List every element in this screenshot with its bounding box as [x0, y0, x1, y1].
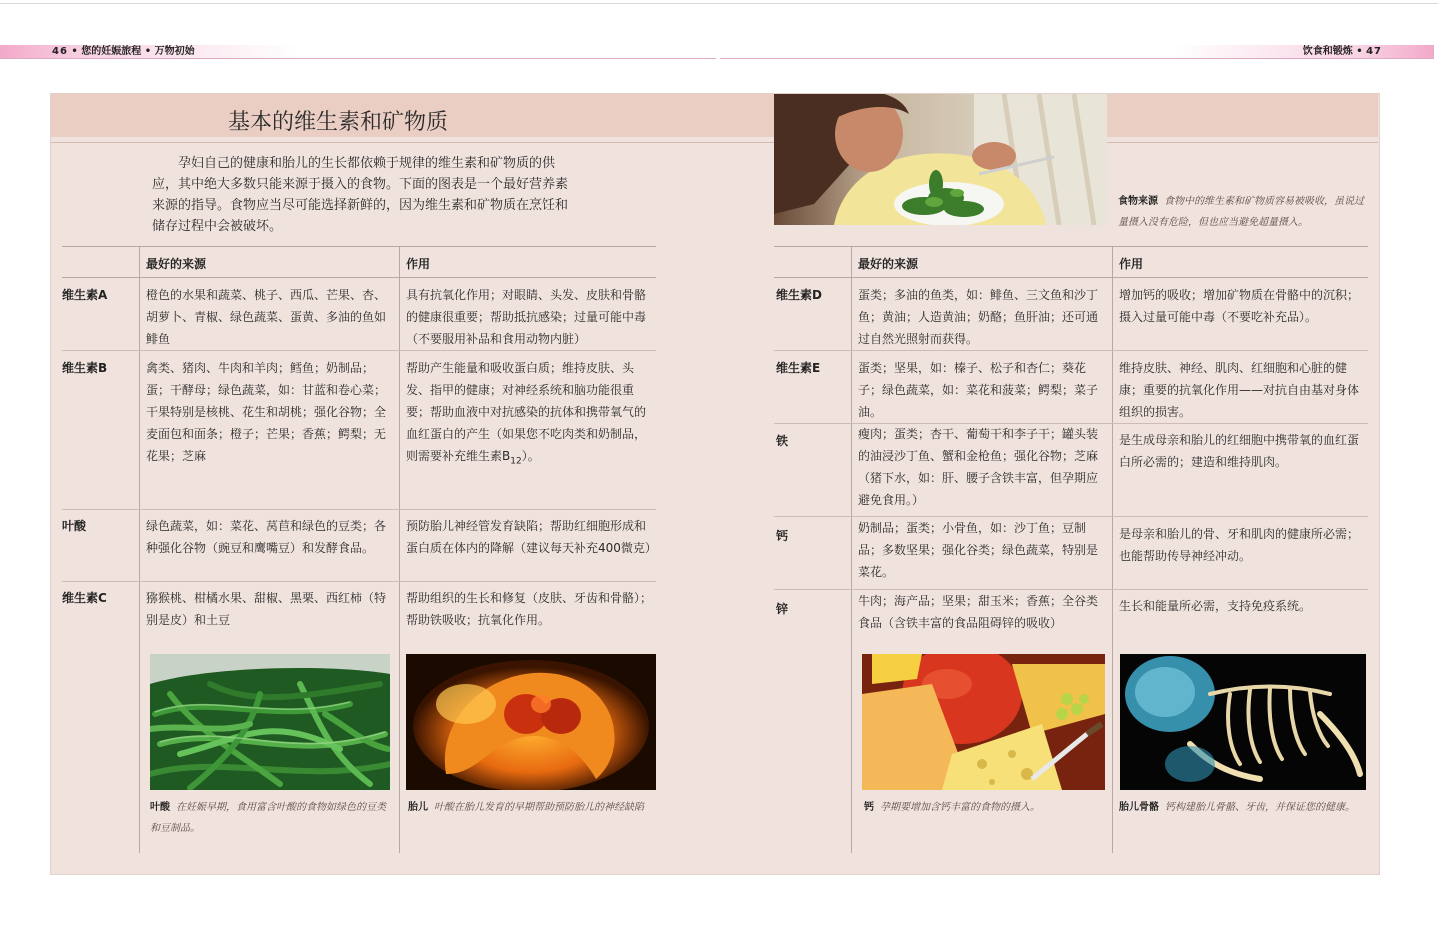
left-chapter: 万物初始 [154, 46, 195, 57]
intro-paragraph: 孕妇自己的健康和胎儿的生长都依赖于规律的维生素和矿物质的供应，其中绝大多数只能来源于摄入的食物。下面的图表是一个最好营养素来源的指导。食物应当尽可能选择新鲜的，因为维生素和矿物质在烹饪和储存过程中会被破坏。 [152, 156, 569, 234]
right-page-number: 47 [1366, 46, 1382, 57]
right-header-bottom-rule [774, 277, 1368, 278]
row-label-folic-acid: 叶酸 [62, 519, 87, 533]
left-table-top-rule [62, 246, 656, 247]
folic-acid-caption-label: 叶酸 [150, 802, 170, 813]
top-rule [0, 3, 1438, 4]
left-row-rule [62, 581, 656, 582]
right-header-source: 最好的来源 [858, 257, 919, 271]
right-table-top-rule [774, 246, 1368, 247]
iron-effect: 是生成母亲和胎儿的红细胞中携带氧的血红蛋白所必需的；建造和维持肌肉。 [1119, 433, 1360, 469]
vitamin-b-source: 禽类、猪肉、牛肉和羊肉；鳕鱼；奶制品；蛋；干酵母；绿色蔬菜，如：甘蓝和卷心菜；干果特别是核桃、花生和胡桃；强化谷物；全麦面包和面条；橙子；芒果；香蕉；鳄梨；无花果；芝麻 [146, 361, 387, 463]
right-running-head: 饮食和锻炼 • 47 [1302, 46, 1382, 57]
row-label-vitamin-a: 维生素A [62, 288, 108, 302]
calcium-caption [864, 797, 1104, 818]
left-header-effect: 作用 [406, 257, 431, 271]
vitamin-b-effect [406, 357, 652, 472]
food-source-caption-label: 食物来源 [1118, 196, 1158, 207]
folic-acid-source: 绿色蔬菜，如：菜花、莴苣和绿色的豆类；各种强化谷物（豌豆和鹰嘴豆）和发酵食品。 [146, 519, 387, 555]
row-label-vitamin-c: 维生素C [62, 591, 107, 605]
row-label-vitamin-b: 维生素B [62, 361, 108, 375]
fetal-skeleton-caption-text: 钙构建胎儿骨骼、牙齿，并保证您的健康。 [1165, 802, 1355, 813]
fetal-skeleton-image [1120, 654, 1366, 790]
left-col-divider-1 [139, 247, 140, 853]
vitamin-b-effect-subscript: 12 [510, 456, 522, 467]
left-header-source: 最好的来源 [146, 257, 207, 271]
food-source-caption-text: 食物中的维生素和矿物质容易被吸收，虽说过量摄入没有危险，但也应当避免超量摄入。 [1118, 196, 1364, 228]
vitamin-d-effect: 增加钙的吸收；增加矿物质在骨骼中的沉积；摄入过量可能中毒（不要吃补充品）。 [1119, 288, 1360, 324]
vitamin-a-effect: 具有抗氧化作用；对眼睛、头发、皮肤和骨骼的健康很重要；帮助抵抗感染；过量可能中毒（不要服用补品和食用动物内脏） [406, 288, 647, 346]
vitamin-d-source: 蛋类；多油的鱼类，如：鲱鱼、三文鱼和沙丁鱼；黄油；人造黄油；奶酪；鱼肝油；还可通过自然光照射而获得。 [858, 288, 1099, 346]
cheese-photo [862, 654, 1105, 790]
right-col-divider-2 [1112, 247, 1113, 853]
green-beans-photo [150, 654, 390, 790]
vitamin-b-effect-text: 帮助产生能量和吸收蛋白质；维持皮肤、头发、指甲的健康；对神经系统和脑功能很重要；帮助血液中对抗感染的抗体和携带氧气的血红蛋白的产生（如果您不吃肉类和奶制品，则需要补充维生素B [406, 361, 647, 463]
left-header-rule [0, 58, 716, 59]
title-rule [51, 142, 1378, 143]
folic-acid-effect: 预防胎儿神经管发育缺陷；帮助红细胞形成和蛋白质在体内的降解（建议每天补充400微克） [406, 519, 657, 555]
cheese-image [862, 654, 1105, 790]
zinc-effect: 生长和能量所必需，支持免疫系统。 [1119, 599, 1312, 613]
vitamin-c-effect: 帮助组织的生长和修复（皮肤、牙齿和骨骼）；帮助铁吸收；抗氧化作用。 [406, 591, 653, 627]
fetal-skeleton-caption-label: 胎儿骨骼 [1119, 802, 1159, 813]
vitamin-c-source: 猕猴桃、柑橘水果、甜椒、黑栗、西红柿（特别是皮）和土豆 [146, 591, 387, 627]
right-header-rule [720, 58, 1434, 59]
left-page-number: 46 [52, 46, 68, 57]
embryo-image [406, 654, 656, 790]
embryo-caption-text: 叶酸在胎儿发育的早期帮助预防胎儿的神经缺陷 [434, 802, 644, 813]
calcium-effect: 是母亲和胎儿的骨、牙和肌肉的健康所必需；也能帮助传导神经冲动。 [1119, 527, 1360, 563]
vitamin-e-effect: 维持皮肤、神经、肌肉、红细胞和心脏的健康；重要的抗氧化作用——对抗自由基对身体组织的损害。 [1119, 361, 1360, 419]
right-row-rule [774, 350, 1368, 351]
woman-eating-image [774, 94, 1107, 225]
embryo-caption-label: 胎儿 [408, 802, 428, 813]
right-header-effect: 作用 [1119, 257, 1144, 271]
right-section: 饮食和锻炼 [1302, 46, 1353, 57]
left-header-bottom-rule [62, 277, 656, 278]
iron-source: 瘦肉；蛋类；杏干、葡萄干和李子干；罐头装的油浸沙丁鱼、蟹和金枪鱼；强化谷物；芝麻（猪下水，如：肝、腰子含铁丰富，但孕期应避免食用。） [858, 427, 1099, 507]
woman-eating-photo [774, 94, 1107, 225]
row-label-calcium: 钙 [776, 529, 789, 543]
row-label-vitamin-e: 维生素E [776, 361, 821, 375]
vitamin-b-effect-tail: ）。 [521, 449, 540, 463]
food-source-caption [1118, 191, 1370, 233]
left-row-rule [62, 509, 656, 510]
page-title: 基本的维生素和矿物质 [228, 110, 449, 135]
left-row-rule [62, 350, 656, 351]
calcium-caption-label: 钙 [864, 802, 874, 813]
calcium-source: 奶制品；蛋类；小骨鱼，如：沙丁鱼；豆制品；多数坚果；强化谷类；绿色蔬菜，特别是菜花。 [858, 521, 1099, 579]
embryo-photo [406, 654, 656, 790]
green-beans-image [150, 654, 390, 790]
left-section: 您的妊娠旅程 [81, 46, 142, 57]
row-label-iron: 铁 [776, 434, 789, 448]
right-col-divider-1 [851, 247, 852, 853]
fetal-skeleton-caption [1119, 797, 1371, 818]
left-running-head: 46 • 您的妊娠旅程 • 万物初始 [52, 46, 195, 57]
fetal-skeleton-photo [1120, 654, 1366, 790]
left-col-divider-2 [399, 247, 400, 853]
row-label-zinc: 锌 [776, 602, 789, 616]
row-label-vitamin-d: 维生素D [776, 288, 822, 302]
embryo-caption [408, 797, 656, 818]
calcium-caption-text: 孕期要增加含钙丰富的食物的摄入。 [880, 802, 1040, 813]
zinc-source: 牛肉；海产品；坚果；甜玉米；香蕉；全谷类食品（含铁丰富的食品阻碍锌的吸收） [858, 594, 1099, 630]
vitamin-a-source: 橙色的水果和蔬菜、桃子、西瓜、芒果、杏、胡萝卜、青椒、绿色蔬菜、蛋黄、多油的鱼如鲱鱼 [146, 288, 387, 346]
folic-acid-caption-text: 在妊娠早期，食用富含叶酸的食物如绿色的豆类和豆制品。 [150, 802, 386, 834]
folic-acid-caption [150, 797, 390, 839]
vitamin-e-source: 蛋类；坚果，如：榛子、松子和杏仁；葵花子；绿色蔬菜，如：菜花和菠菜；鳄梨；菜子油。 [858, 361, 1099, 419]
